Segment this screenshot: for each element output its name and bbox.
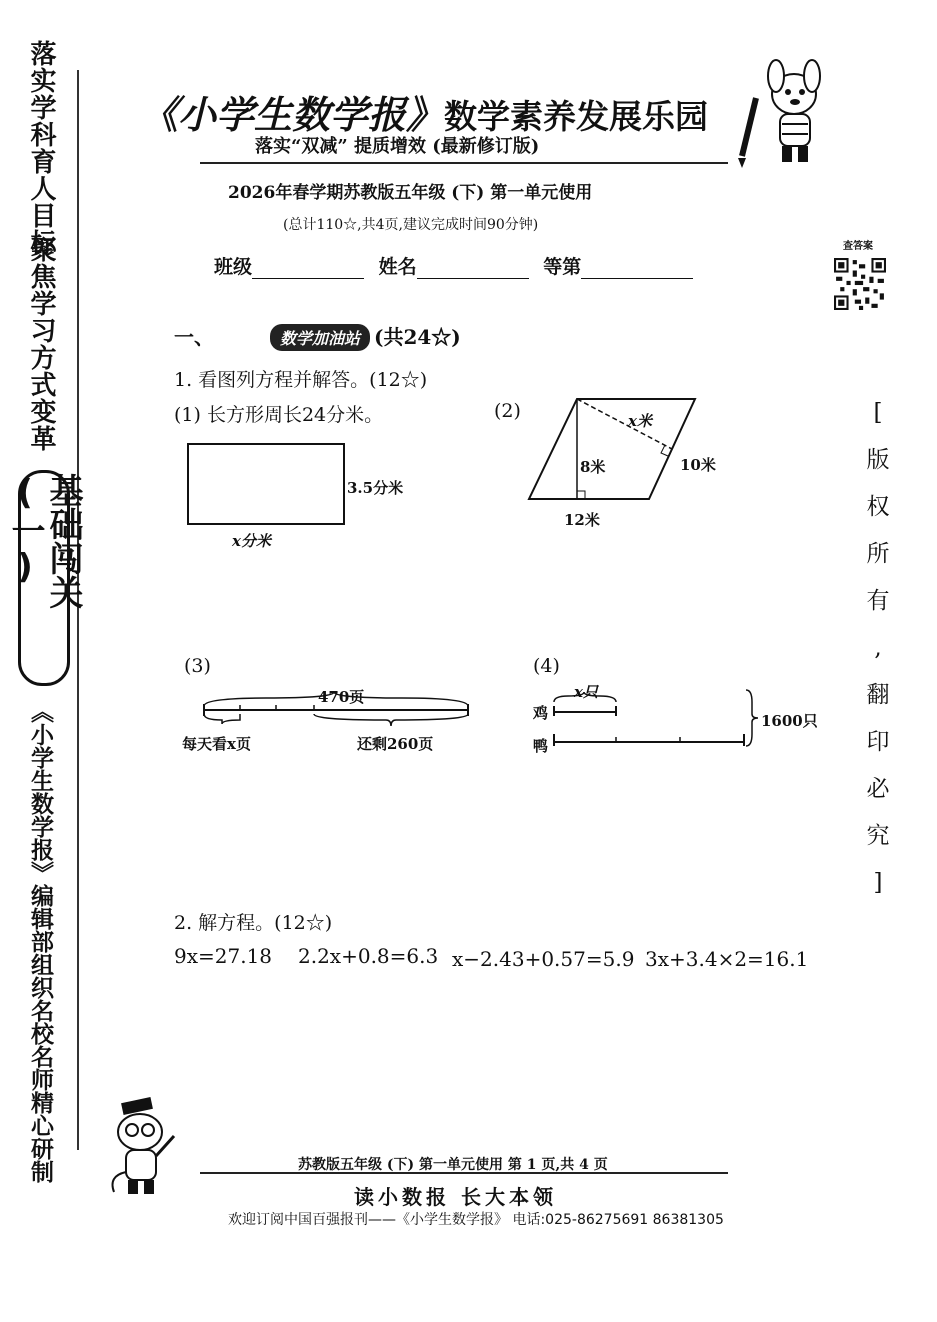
section-number: 一、 (174, 325, 214, 349)
q1-part1-label: (1) 长方形周长24分米。 (174, 404, 384, 426)
qr-code-icon[interactable] (834, 258, 886, 310)
q1-part3-label: (3) (184, 655, 211, 677)
equation-2: 2.2x+0.8=6.3 (298, 944, 439, 968)
copyright-char: 有 (866, 588, 890, 614)
copyright-char: [ (873, 400, 883, 426)
title-rest: 数学素养发展乐园 (444, 97, 709, 136)
footer-subscribe: 欢迎订阅中国百强报刊——《小学生数学报》 电话:025-86275691 86381305 (228, 1212, 724, 1228)
duck-label: 鸭 (533, 737, 549, 755)
copyright-char: , (874, 635, 882, 661)
q1-part4-label: (4) (533, 655, 560, 677)
section-heading (174, 321, 461, 351)
equation-1: 9x=27.18 (174, 944, 273, 968)
copyright-notice (862, 390, 894, 907)
title-brand: 《小学生数学报》 (140, 92, 445, 137)
pages-total-label: 470页 (318, 688, 365, 706)
class-field[interactable] (252, 260, 364, 279)
name-label: 姓名 (378, 256, 417, 278)
footer-page-info: 苏教版五年级 (下) 第一单元使用 第 1 页,共 4 页 (298, 1157, 608, 1173)
copyright-char: 所 (866, 541, 890, 567)
equation-3: x−2.43+0.57=5.9 (452, 947, 635, 971)
class-label: 班级 (214, 256, 253, 278)
q1-part2-label: (2) (494, 400, 521, 422)
parallelogram-side-label: 10米 (680, 456, 716, 474)
section-points: (共24☆) (374, 325, 461, 349)
copyright-char: 印 (866, 729, 890, 755)
rank-label: 等第 (543, 256, 582, 278)
sidebar-slogan-top: 落实学科育人目标 (26, 40, 56, 256)
sidebar-producer: 《小学生数学报》编辑部组织名校名师精心研制 (27, 700, 53, 1183)
sidebar-slogan-mid: 聚焦学习方式变革 (26, 236, 56, 452)
parallelogram-diagonal-label: x米 (628, 412, 652, 430)
footer-slogan: 读小数报 长大本领 (354, 1185, 557, 1209)
poultry-bar-diagram (548, 688, 762, 750)
question-2-title: 2. 解方程。(12☆) (174, 912, 333, 934)
section-badge: 数学加油站 (270, 324, 370, 351)
semester-line: 2026年春学期苏教版五年级 (下) 第一单元使用 (228, 183, 593, 203)
rank-field[interactable] (581, 260, 693, 279)
mascot-cat-glasses-icon (104, 1096, 184, 1204)
mascot-dog-pencil-icon (736, 58, 832, 170)
parallelogram-base-label: 12米 (564, 511, 600, 529)
chicken-label: 鸡 (533, 704, 549, 722)
copyright-char: 必 (866, 776, 890, 802)
copyright-char: 版 (866, 447, 890, 473)
daily-pages-label: 每天看x页 (182, 735, 251, 753)
rectangle-height-label: 3.5分米 (347, 479, 404, 497)
name-field[interactable] (417, 260, 529, 279)
qr-label: 查答案 (843, 241, 873, 252)
remaining-pages-label: 还剩260页 (357, 735, 434, 753)
rectangle-figure (187, 443, 345, 525)
header-rule (200, 162, 728, 164)
copyright-char: 翻 (866, 682, 890, 708)
student-info-row (214, 252, 701, 279)
parallelogram-height-label: 8米 (580, 458, 606, 476)
parallelogram-figure (525, 393, 705, 503)
page-title (140, 84, 708, 139)
stage-badge (5, 470, 83, 686)
copyright-char: 究 (866, 823, 890, 849)
pages-bar-diagram (196, 690, 481, 736)
subtitle: 落实“双减” 提质增效 (最新修订版) (255, 136, 540, 157)
rectangle-width-label: x分米 (232, 532, 271, 550)
equation-4: 3x+3.4×2=16.1 (645, 947, 809, 971)
exam-note: (总计110☆,共4页,建议完成时间90分钟) (283, 217, 539, 233)
copyright-char: ] (873, 870, 883, 896)
chicken-quantity-label: x只 (574, 683, 598, 701)
copyright-char: 权 (866, 494, 890, 520)
stage-label: 基础闯关(一) (5, 473, 83, 609)
question-1-title: 1. 看图列方程并解答。(12☆) (174, 369, 428, 391)
poultry-total-label: 1600只 (761, 712, 818, 730)
